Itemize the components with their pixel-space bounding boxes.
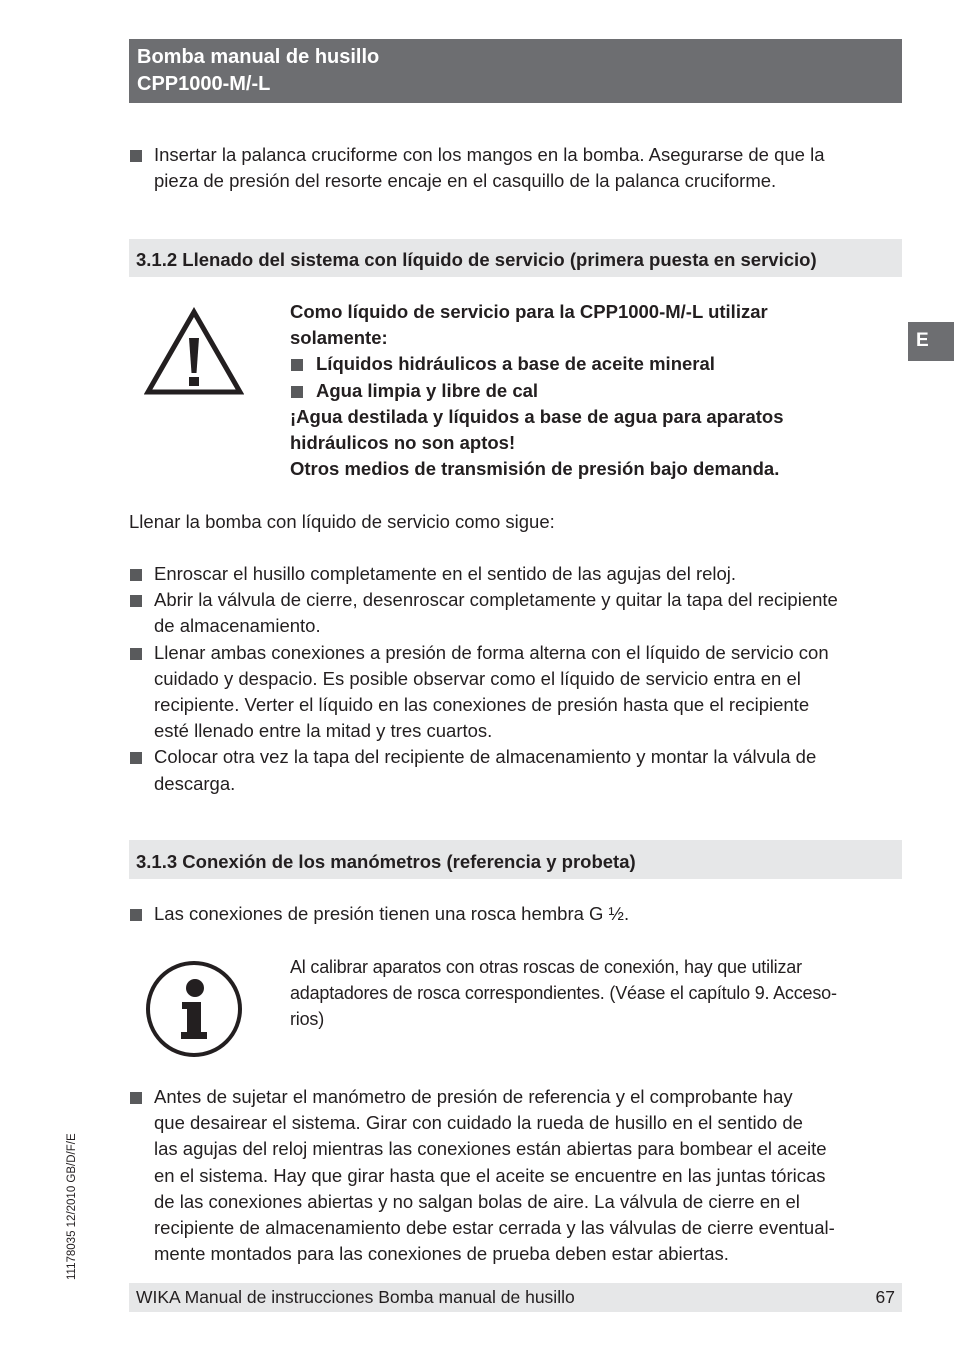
bullet-square-icon [130, 595, 142, 607]
page-number: 67 [875, 1287, 895, 1307]
bullet-square-icon [130, 569, 142, 581]
bullet-square-icon [130, 150, 142, 162]
warning-bullet: Líquidos hidráulicos a base de aceite mineral [290, 351, 890, 377]
page-footer [129, 1283, 902, 1312]
final-list [129, 1084, 904, 1267]
bullet-square-icon [291, 386, 303, 398]
info-icon [145, 960, 243, 1058]
page-header [129, 39, 902, 103]
list-item: Las conexiones de presión tienen una rosca hembra G ½. [129, 901, 904, 927]
fill-steps-list [129, 561, 904, 797]
footer-text: WIKA Manual de instrucciones Bomba manual de husillo [136, 1287, 575, 1307]
fill-intro: Llenar la bomba con líquido de servicio como sigue: [129, 511, 555, 532]
bullet-square-icon [291, 359, 303, 371]
list-item: Colocar otra vez la tapa del recipiente de almacenamiento y montar la válvula de descarga. [129, 744, 904, 796]
list-item: Enroscar el husillo completamente en el sentido de las agujas del reloj. [129, 561, 904, 587]
info-text: Al calibrar aparatos con otras roscas de conexión, hay que utilizar adaptadores de rosca correspondientes. (Véase el capítulo 9. Acceso- rios) [290, 957, 837, 1030]
header-title: Bomba manual de husillo [137, 46, 380, 68]
warning-triangle-icon [144, 307, 244, 397]
warning-bullet: Agua limpia y libre de cal [290, 378, 890, 404]
thread-list [129, 901, 904, 927]
language-tab: E [908, 322, 954, 361]
bullet-square-icon [130, 752, 142, 764]
bullet-square-icon [130, 648, 142, 660]
bullet-square-icon [130, 1092, 142, 1104]
header-model: CPP1000-M/-L [137, 73, 271, 95]
list-item: Abrir la válvula de cierre, desenroscar completamente y quitar la tapa del recipiente de almacenamiento. [129, 587, 904, 639]
list-item: Antes de sujetar el manómetro de presión de referencia y el comprobante hay que desairear el sistema. Girar con cuidado la rueda de husillo en el sentido de las agujas del reloj mientras las conexiones están abiertas para bombear el aceite en el sistema. Hay que girar hasta que el aceite se encuentre en las juntas tóricas de las conexiones abiertas y no salgan bolas de aire. La válvula de cierre en el recipiente de almacenamiento debe estar cerrada y las válvulas de cierre eventual- mente montados para las conexiones de prueba deben estar abiertas. [129, 1084, 904, 1267]
section-heading-313: 3.1.3 Conexión de los manómetros (referencia y probeta) [129, 840, 902, 879]
bullet-square-icon [130, 909, 142, 921]
list-item: Insertar la palanca cruciforme con los mangos en la bomba. Asegurarse de que la pieza de presión del resorte encaje en el casquillo de la palanca cruciforme. [129, 142, 904, 194]
intro-list [129, 142, 904, 194]
list-item: Llenar ambas conexiones a presión de forma alterna con el líquido de servicio con cuidado y despacio. Es posible observar como el líquido de servicio entra en el recipiente. Verter el líquido en las conexiones de presión hasta que el recipiente esté llenado entre la mitad y tres cuartos. [129, 640, 904, 745]
side-document-code: 11178035 12/2010 GB/D/F/E [66, 1133, 78, 1280]
warning-text: Como líquido de servicio para la CPP1000-M/-L utilizar solamente: Líquidos hidráulicos a base de aceite mineral Agua limpia y libre de cal ¡Agua destilada y líquidos a base de agua para aparatos hidráulicos no son aptos! Otros medios de transmisión de presión bajo demanda. [290, 299, 890, 482]
section-heading-312: 3.1.2 Llenado del sistema con líquido de servicio (primera puesta en servicio) [129, 239, 902, 277]
